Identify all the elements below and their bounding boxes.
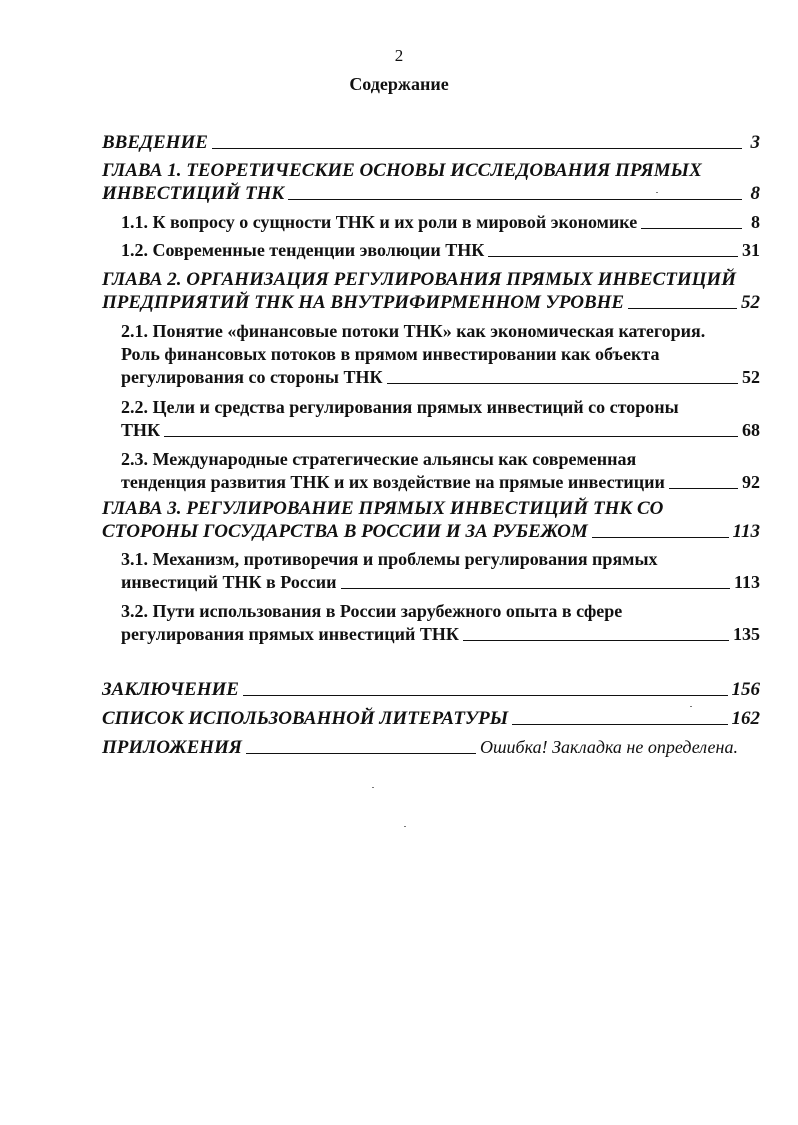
toc-entry-section-1-1[interactable] bbox=[121, 211, 760, 234]
toc-entry-label-line1: 2.2. Цели и средства регулирования прямых инвестиций со стороны bbox=[121, 397, 679, 417]
toc-entry-label-line2: регулирования прямых инвестиций ТНК bbox=[121, 624, 459, 644]
dot-leader bbox=[341, 588, 730, 589]
toc-entry-label-line2: инвестиций ТНК в России bbox=[121, 572, 337, 592]
toc-page-number: 135 bbox=[733, 624, 760, 644]
toc-entry-section-3-2[interactable] bbox=[121, 600, 760, 646]
toc-entry-section-2-3[interactable] bbox=[121, 448, 760, 494]
toc-entry-label-line1: 3.2. Пути использования в России зарубежного опыта в сфере bbox=[121, 601, 623, 621]
dot-leader bbox=[592, 537, 729, 538]
toc-entry-label: ПРИЛОЖЕНИЯ bbox=[102, 737, 242, 758]
dot-leader bbox=[488, 256, 738, 257]
toc-entry-label-line3: регулирования со стороны ТНК bbox=[121, 367, 383, 387]
toc-title: Содержание bbox=[349, 74, 449, 94]
toc-page-number: 3 bbox=[750, 132, 760, 153]
toc-entry-intro[interactable] bbox=[102, 131, 760, 154]
toc-entry-references[interactable] bbox=[102, 707, 760, 730]
dot-leader bbox=[212, 148, 742, 149]
toc-page-number: 68 bbox=[742, 420, 760, 440]
dot-leader bbox=[246, 753, 476, 754]
bookmark-error-note: Ошибка! Закладка не определена. bbox=[479, 737, 738, 757]
toc-page-number: 92 bbox=[742, 472, 760, 492]
toc-entry-section-1-2[interactable] bbox=[121, 239, 760, 262]
toc-entry-chapter-2[interactable] bbox=[102, 268, 760, 314]
toc-page-number: 52 bbox=[742, 367, 760, 387]
toc-entry-conclusion[interactable] bbox=[102, 678, 760, 701]
toc-entry-chapter-1[interactable] bbox=[102, 159, 760, 205]
dot-leader bbox=[387, 383, 738, 384]
scan-speck bbox=[372, 787, 374, 788]
toc-entry-label-line1: 2.1. Понятие «финансовые потоки ТНК» как экономическая категория. bbox=[121, 321, 706, 341]
toc-entry-chapter-3[interactable] bbox=[102, 497, 760, 543]
dot-leader bbox=[669, 488, 738, 489]
scan-speck bbox=[656, 192, 658, 193]
toc-entry-label: ЗАКЛЮЧЕНИЕ bbox=[102, 679, 239, 700]
scan-speck bbox=[404, 826, 406, 827]
page-number: 2 bbox=[394, 46, 404, 65]
dot-leader bbox=[164, 436, 738, 437]
dot-leader bbox=[512, 724, 727, 725]
toc-page-number: 156 bbox=[731, 679, 760, 700]
toc-entry-label-line1: ГЛАВА 3. РЕГУЛИРОВАНИЕ ПРЯМЫХ ИНВЕСТИЦИЙ ТНК СО bbox=[102, 498, 664, 519]
toc-entry-label-line1: ГЛАВА 2. ОРГАНИЗАЦИЯ РЕГУЛИРОВАНИЯ ПРЯМЫХ ИНВЕСТИЦИЙ bbox=[102, 269, 736, 290]
toc-entry-label-line1: ГЛАВА 1. ТЕОРЕТИЧЕСКИЕ ОСНОВЫ ИССЛЕДОВАНИЯ ПРЯМЫХ bbox=[102, 160, 702, 181]
toc-entry-label: СПИСОК ИСПОЛЬЗОВАННОЙ ЛИТЕРАТУРЫ bbox=[102, 708, 509, 729]
toc-entry-label-line2: ПРЕДПРИЯТИЙ ТНК НА ВНУТРИФИРМЕННОМ УРОВНЕ bbox=[102, 292, 625, 313]
toc-page-number: 52 bbox=[741, 292, 760, 313]
toc-page-number: 8 bbox=[751, 212, 760, 232]
toc-page-number: 162 bbox=[731, 708, 760, 729]
toc-entry-section-2-2[interactable] bbox=[121, 396, 760, 442]
dot-leader bbox=[641, 228, 742, 229]
dot-leader bbox=[288, 199, 742, 200]
toc-entry-label-line2: Роль финансовых потоков в прямом инвестировании как объекта bbox=[121, 344, 660, 364]
toc-entry-section-2-1[interactable] bbox=[121, 320, 760, 389]
toc-entry-label-line2: ИНВЕСТИЦИЙ ТНК bbox=[102, 183, 285, 204]
dot-leader bbox=[463, 640, 729, 641]
toc-entry-label-line1: 3.1. Механизм, противоречия и проблемы регулирования прямых bbox=[121, 549, 658, 569]
dot-leader bbox=[628, 308, 737, 309]
toc-page-number: 31 bbox=[742, 240, 760, 260]
toc-page-number: 113 bbox=[732, 521, 760, 542]
toc-entry-label-line1: 2.3. Международные стратегические альянсы как современная bbox=[121, 449, 637, 469]
toc-entry-label-line2: СТОРОНЫ ГОСУДАРСТВА В РОССИИ И ЗА РУБЕЖОМ bbox=[102, 521, 588, 542]
toc-entry-label: ВВЕДЕНИЕ bbox=[102, 132, 208, 153]
scan-speck bbox=[690, 706, 692, 707]
toc-entry-appendix[interactable] bbox=[102, 736, 760, 759]
toc-page-number: 8 bbox=[750, 183, 760, 204]
toc-entry-label: 1.1. К вопросу о сущности ТНК и их роли в мировой экономике bbox=[121, 212, 638, 232]
toc-page-number: 113 bbox=[733, 572, 760, 592]
toc-entry-label: 1.2. Современные тенденции эволюции ТНК bbox=[121, 240, 485, 260]
toc-entry-label-line2: ТНК bbox=[121, 420, 161, 440]
dot-leader bbox=[243, 695, 728, 696]
toc-entry-label-line2: тенденция развития ТНК и их воздействие на прямые инвестиции bbox=[121, 472, 665, 492]
toc-entry-section-3-1[interactable] bbox=[121, 548, 760, 594]
